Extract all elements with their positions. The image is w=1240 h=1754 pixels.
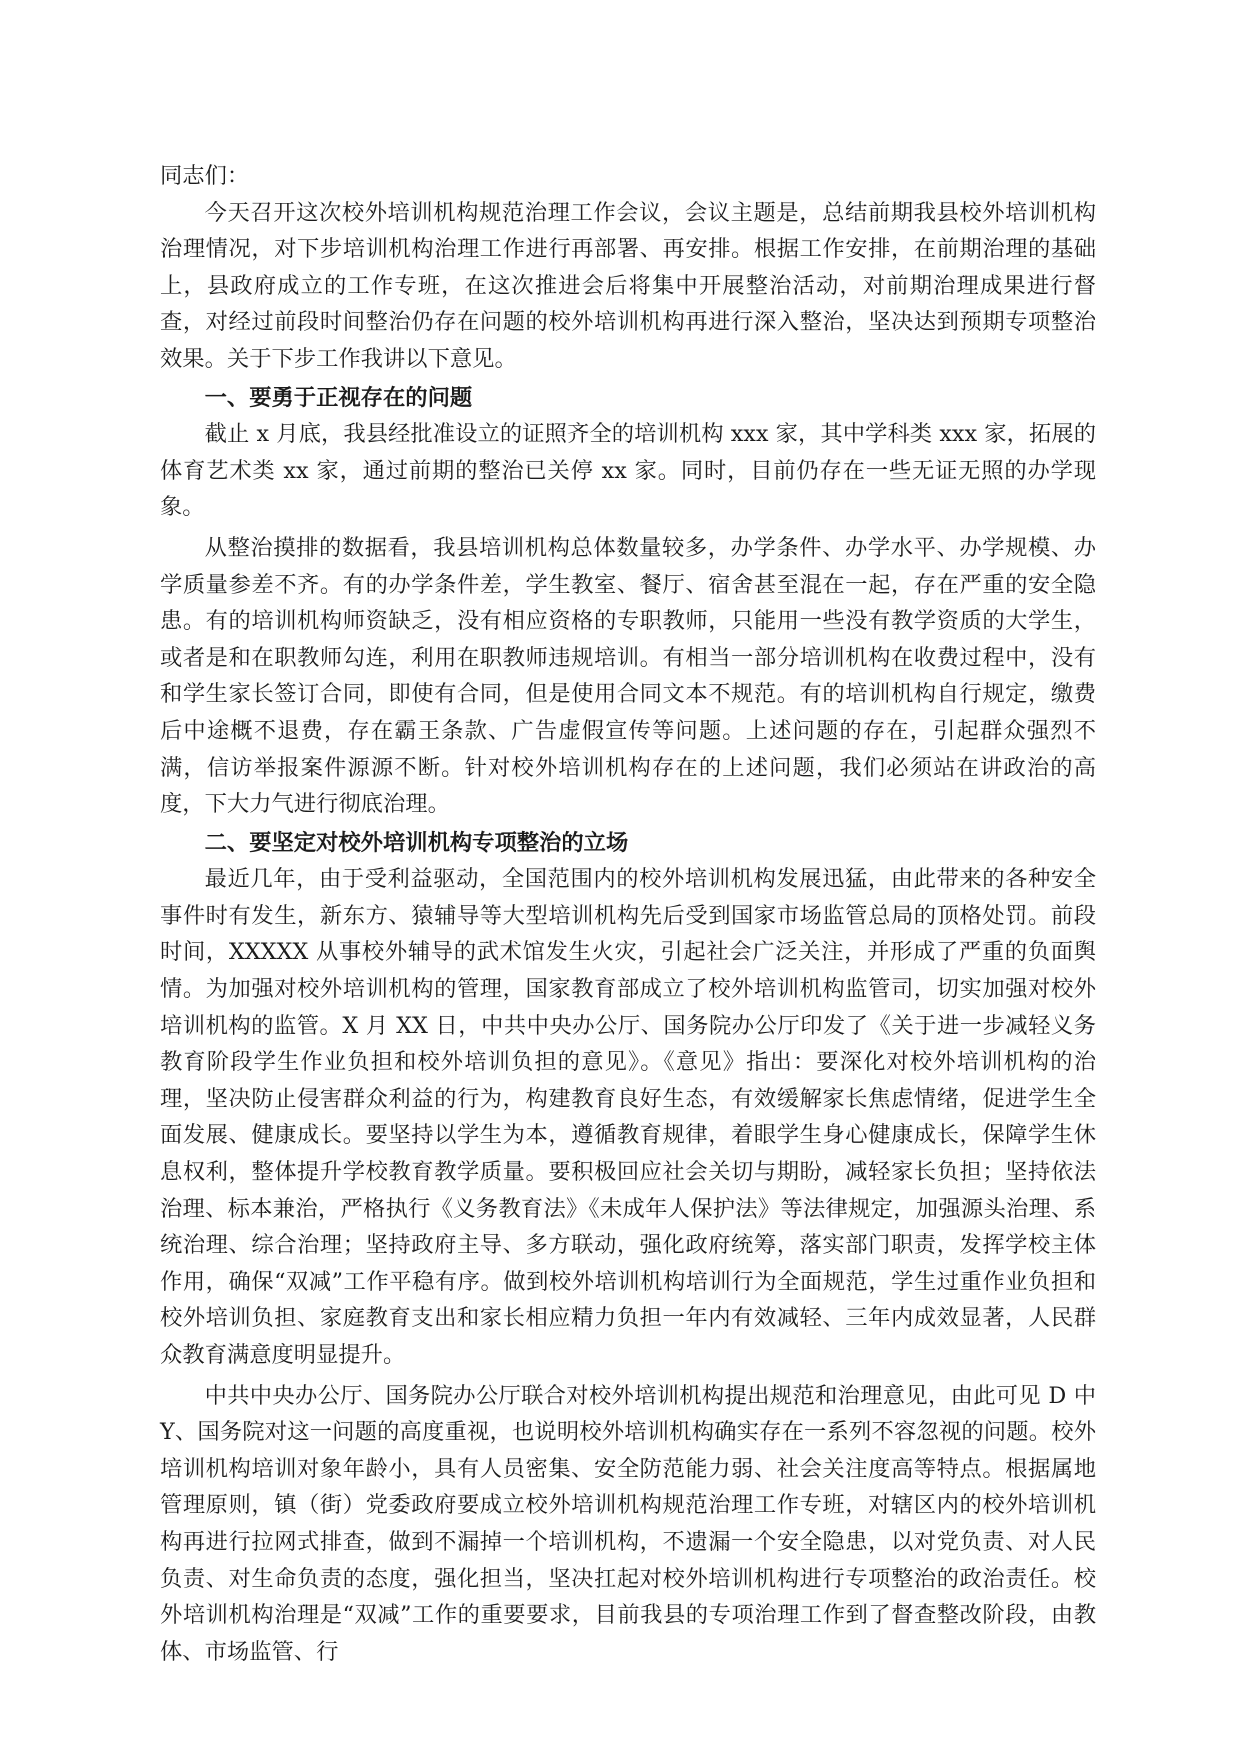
section-2-heading: 二、要坚定对校外培训机构专项整治的立场 (204, 829, 629, 856)
salutation: 同志们： (160, 163, 250, 189)
intro-paragraph: 今天召开这次校外培训机构规范治理工作会议，会议主题是，总结前期我县校外培训机构治理情况，对下步培训机构治理工作进行再部署、再安排。根据工作安排，在前期治理的基础上，县政府成立的工作专班，在这次推进会后将集中开展整治活动，对前期治理成果进行督查，对经过前段时间整治仍存在问题的校外培训机构再进行深入整治，坚决达到预期专项整治效果。关于下步工作我讲以下意见。 (160, 199, 1096, 372)
section-1-paragraph-2: 从整治摸排的数据看，我县培训机构总体数量较多，办学条件、办学水平、办学规模、办学质量参差不齐。有的办学条件差，学生教室、餐厅、宿舍甚至混在一起，存在严重的安全隐患。有的培训机构师资缺乏，没有相应资格的专职教师，只能用一些没有教学资质的大学生，或者是和在职教师勾连，利用在职教师违规培训。有相当一部分培训机构在收费过程中，没有和学生家长签订合同，即使有合同，但是使用合同文本不规范。有的培训机构自行规定，缴费后中途概不退费，存在霸王条款、广告虚假宣传等问题。上述问题的存在，引起群众强烈不满，信访举报案件源源不断。针对校外培训机构存在的上述问题，我们必须站在讲政治的高度，下大力气进行彻底治理。 (160, 534, 1096, 818)
section-2-paragraph-2: 中共中央办公厅、国务院办公厅联合对校外培训机构提出规范和治理意见，由此可见 D 中 Y、国务院对这一问题的高度重视，也说明校外培训机构确实存在一系列不容忽视的问题。校外培训机构培训对象年龄小，具有人员密集、安全防范能力弱、社会关注度高等特点。根据属地管理原则，镇（街）党委政府要成立校外培训机构规范治理工作专班，对辖区内的校外培训机构再进行拉网式排查，做到不漏掉一个培训机构，不遗漏一个安全隐患，以对党负责、对人民负责、对生命负责的态度，强化担当，坚决扛起对校外培训机构进行专项整治的政治责任。校外培训机构治理是“双减”工作的重要要求，目前我县的专项治理工作到了督查整改阶段，由教体、市场监管、行 (160, 1382, 1096, 1665)
section-1-heading: 一、要勇于正视存在的问题 (204, 384, 473, 411)
document-page (160, 158, 1096, 1670)
section-2-paragraph-1: 最近几年，由于受利益驱动，全国范围内的校外培训机构发展迅猛，由此带来的各种安全事件时有发生，新东方、猿辅导等大型培训机构先后受到国家市场监管总局的顶格处罚。前段时间，XXXXX 从事校外辅导的武术馆发生火灾，引起社会广泛关注，并形成了严重的负面舆情。为加强对校外培训机构的管理，国家教育部成立了校外培训机构监管司，切实加强对校外培训机构的监管。X 月 XX 日，中共中央办公厅、国务院办公厅印发了《关于进一步减轻义务教育阶段学生作业负担和校外培训负担的意见》。《意见》指出：要深化对校外培训机构的治理，坚决防止侵害群众利益的行为，构建教育良好生态，有效缓解家长焦虑情绪，促进学生全面发展、健康成长。要坚持以学生为本，遵循教育规律，着眼学生身心健康成长，保障学生休息权利，整体提升学校教育教学质量。要积极回应社会关切与期盼，减轻家长负担；坚持依法治理、标本兼治，严格执行《义务教育法》《未成年人保护法》等法律规定，加强源头治理、系统治理、综合治理；坚持政府主导、多方联动，强化政府统筹，落实部门职责，发挥学校主体作用，确保“双减”工作平稳有序。做到校外培训机构培训行为全面规范，学生过重作业负担和校外培训负担、家庭教育支出和家长相应精力负担一年内有效减轻、三年内成效显著，人民群众教育满意度明显提升。 (160, 866, 1096, 1368)
section-1-paragraph-1: 截止 x 月底，我县经批准设立的证照齐全的培训机构 xxx 家，其中学科类 xxx 家，拓展的体育艺术类 xx 家，通过前期的整治已关停 xx 家。同时，目前仍存在一些无证无照的办学现象。 (160, 421, 1096, 521)
